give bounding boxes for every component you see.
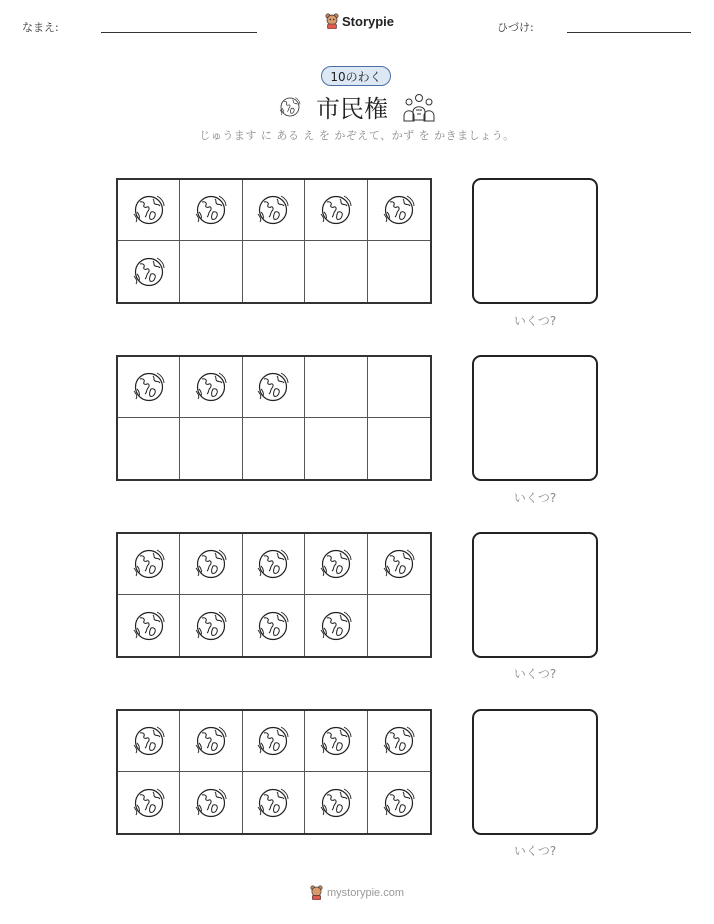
frame-cell (243, 418, 305, 479)
globe-icon (278, 95, 302, 119)
date-field-line[interactable] (567, 32, 691, 33)
answer-box-4[interactable] (472, 709, 598, 835)
frame-cell (118, 357, 180, 418)
question-label-1: いくつ? (513, 314, 557, 328)
frame-cell (118, 711, 180, 772)
brand-name: Storypie (342, 13, 395, 29)
ten-frame-2 (116, 355, 432, 481)
globe-icon (193, 192, 229, 228)
frame-cell (243, 534, 305, 595)
question-label-2: いくつ? (513, 491, 557, 505)
instructions: じゅうます に ある え を かぞえて、かず を かきましょう。 (199, 129, 515, 142)
frame-cell (118, 534, 180, 595)
globe-icon (318, 192, 354, 228)
frame-cell (368, 534, 430, 595)
globe-icon (381, 723, 417, 759)
frame-cell (368, 595, 430, 656)
globe-icon (131, 785, 167, 821)
globe-icon (255, 546, 291, 582)
frame-cell (368, 772, 430, 833)
frame-cell (305, 534, 367, 595)
globe-icon (131, 546, 167, 582)
globe-icon (193, 785, 229, 821)
frame-cell (243, 772, 305, 833)
globe-icon (381, 192, 417, 228)
globe-icon (318, 608, 354, 644)
globe-icon (193, 723, 229, 759)
frame-cell (305, 357, 367, 418)
name-label: なまえ: (22, 21, 59, 34)
globe-icon (381, 785, 417, 821)
name-field-line[interactable] (101, 32, 257, 33)
frame-cell (243, 357, 305, 418)
globe-icon (255, 785, 291, 821)
globe-icon (318, 723, 354, 759)
page-title: 市民権 (316, 95, 388, 123)
frame-cell (243, 180, 305, 241)
globe-icon (193, 369, 229, 405)
title-row (0, 89, 714, 124)
question-label-4: いくつ? (513, 844, 557, 858)
footer (0, 885, 714, 900)
worksheet-type-badge: 10のわく (321, 66, 391, 86)
globe-icon (131, 369, 167, 405)
globe-icon (131, 254, 167, 290)
frame-cell (368, 418, 430, 479)
frame-cell (180, 180, 242, 241)
frame-cell (118, 595, 180, 656)
frame-cell (243, 595, 305, 656)
frame-cell (118, 772, 180, 833)
answer-box-2[interactable] (472, 355, 598, 481)
globe-icon (255, 192, 291, 228)
brand-logo (325, 13, 394, 29)
question-label-3: いくつ? (513, 667, 557, 681)
ten-frame-3 (116, 532, 432, 658)
frame-cell (180, 534, 242, 595)
frame-cell (180, 595, 242, 656)
frame-cell (305, 595, 367, 656)
frame-cell (180, 357, 242, 418)
globe-icon (131, 723, 167, 759)
globe-icon (193, 546, 229, 582)
frame-cell (305, 241, 367, 302)
globe-icon (131, 192, 167, 228)
frame-cell (305, 711, 367, 772)
frame-cell (180, 772, 242, 833)
globe-icon (381, 546, 417, 582)
answer-box-1[interactable] (472, 178, 598, 304)
globe-icon (193, 608, 229, 644)
date-label: ひづけ: (497, 21, 534, 34)
frame-cell (368, 357, 430, 418)
globe-icon (318, 546, 354, 582)
frame-cell (243, 241, 305, 302)
globe-icon (318, 785, 354, 821)
group-of-people-icon (402, 92, 436, 122)
frame-cell (118, 180, 180, 241)
ten-frame-4 (116, 709, 432, 835)
footer-url: mystorypie.com (326, 886, 405, 899)
bear-mascot-icon (310, 885, 323, 900)
frame-cell (118, 418, 180, 479)
frame-cell (118, 241, 180, 302)
answer-box-3[interactable] (472, 532, 598, 658)
frame-cell (305, 418, 367, 479)
frame-cell (305, 772, 367, 833)
globe-icon (255, 608, 291, 644)
frame-cell (243, 711, 305, 772)
frame-cell (305, 180, 367, 241)
frame-cell (180, 418, 242, 479)
frame-cell (180, 711, 242, 772)
globe-icon (255, 723, 291, 759)
globe-icon (131, 608, 167, 644)
bear-mascot-icon (325, 13, 339, 29)
frame-cell (368, 241, 430, 302)
globe-icon (255, 369, 291, 405)
ten-frame-1 (116, 178, 432, 304)
frame-cell (368, 711, 430, 772)
frame-cell (180, 241, 242, 302)
frame-cell (368, 180, 430, 241)
